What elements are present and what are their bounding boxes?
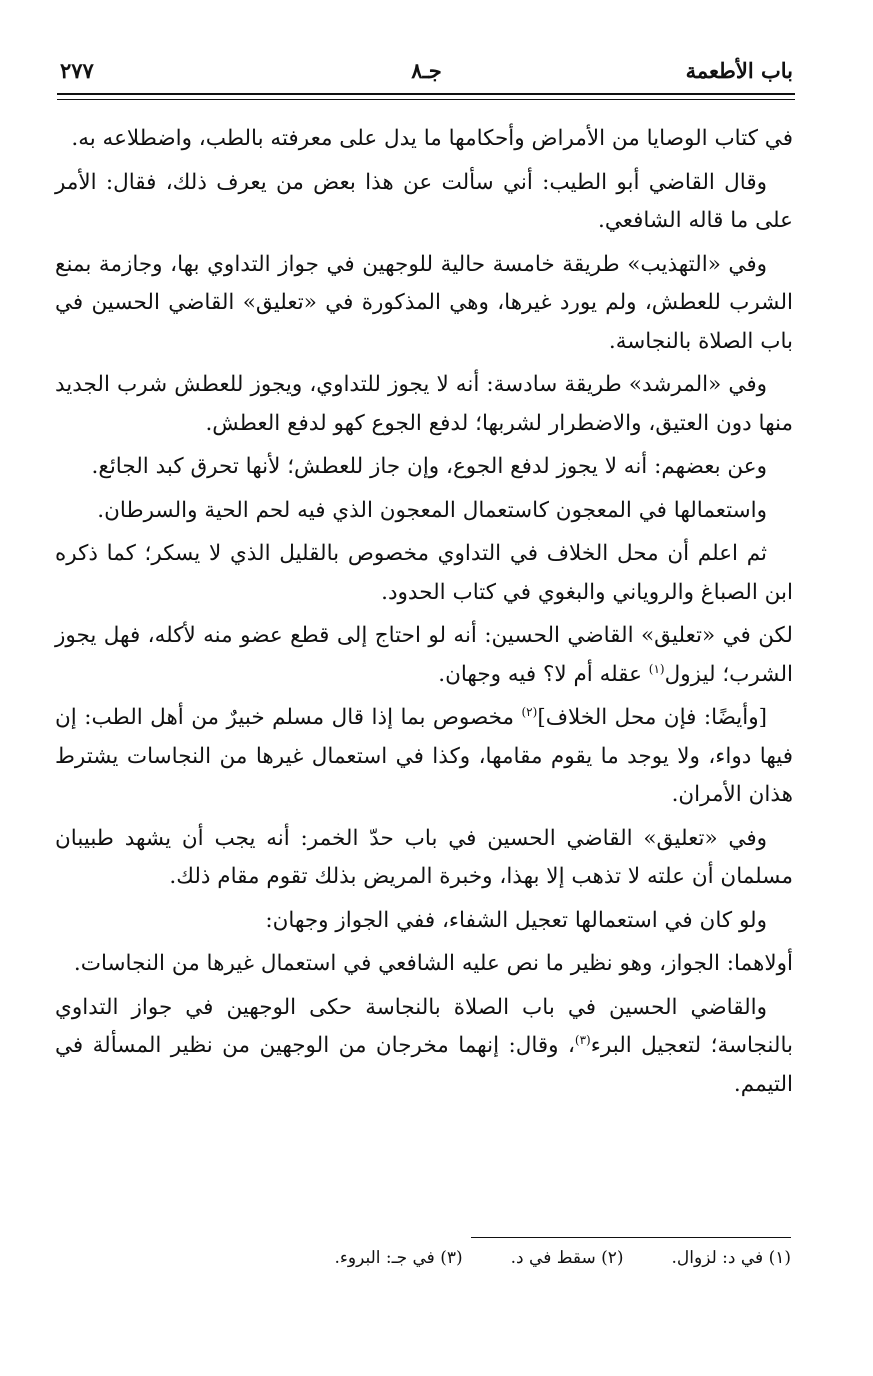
paragraph: وفي «المرشد» طريقة سادسة: أنه لا يجوز للتداوي، ويجوز للعطش شرب الجديد منها دون العتيق، والاضطرار لشربها؛ لدفع الجوع كهو لدفع العطش. bbox=[55, 372, 793, 436]
chapter-title: باب الأطعمة bbox=[685, 58, 793, 83]
paragraph: وعن بعضهم: أنه لا يجوز لدفع الجوع، وإن جاز للعطش؛ لأنها تحرق كبد الجائع. bbox=[91, 454, 767, 479]
footnote-ref: (٣) bbox=[574, 1032, 591, 1047]
paragraph-text: عقله أم لا؟ فيه وجهان. bbox=[438, 661, 649, 687]
page-header bbox=[60, 50, 793, 90]
footnote: (٣) في جـ: البروء. bbox=[334, 1248, 463, 1268]
paragraph-text: والقاضي الحسين في باب الصلاة بالنجاسة حكى الوجهين في جواز التداوي بالنجاسة؛ لتعجيل البرء bbox=[55, 994, 793, 1058]
header-rule-thick bbox=[57, 93, 795, 95]
footnote: (٢) سقط في د. bbox=[510, 1248, 624, 1268]
paragraph: وفي «التهذيب» طريقة خامسة حالية للوجهين في جواز التداوي بها، وجازمة بمنع الشرب للعطش، ولم يورد غيرها، وهي المذكورة في «تعليق» القاضي الحسين في باب الصلاة بالنجاسة. bbox=[55, 251, 793, 354]
page-number: ٢٧٧ bbox=[60, 58, 94, 83]
footnote-ref: (٢) bbox=[521, 704, 538, 719]
body-text bbox=[55, 120, 793, 1109]
footnote-separator bbox=[471, 1237, 791, 1238]
paragraph: ثم اعلم أن محل الخلاف في التداوي مخصوص بالقليل الذي لا يسكر؛ كما ذكره ابن الصباغ والروياني والبغوي في كتاب الحدود. bbox=[55, 541, 793, 605]
footnote-ref: (١) bbox=[648, 661, 665, 676]
paragraph-text: [وأيضًا: فإن محل الخلاف] bbox=[537, 705, 767, 730]
paragraph bbox=[55, 989, 793, 1105]
paragraph-text: لكن في «تعليق» القاضي الحسين: أنه لو احتاج إلى قطع عضو منه لأكله، فهل يجوز الشرب؛ ليزول bbox=[55, 623, 793, 687]
paragraph bbox=[55, 617, 793, 694]
footnote: (١) في د: لزوال. bbox=[671, 1248, 791, 1268]
paragraph-text: ، وقال: إنهما مخرجان من الوجهين من نظير المسألة في التيمم. bbox=[55, 1033, 793, 1097]
footnotes bbox=[150, 1248, 791, 1268]
header-rule-thin bbox=[57, 99, 795, 100]
paragraph: وفي «تعليق» القاضي الحسين في باب حدّ الخمر: أنه يجب أن يشهد طبيبان مسلمان أن علته لا تذهب إلا بهذا، وخبرة المريض بذلك تقوم مقام ذلك. bbox=[55, 825, 793, 889]
paragraph: ولو كان في استعمالها تعجيل الشفاء، ففي الجواز وجهان: bbox=[265, 907, 767, 933]
paragraph: واستعمالها في المعجون كاستعمال المعجون الذي فيه لحم الحية والسرطان. bbox=[97, 497, 767, 523]
paragraph: أولاهما: الجواز، وهو نظير ما نص عليه الشافعي في استعمال غيرها من النجاسات. bbox=[73, 951, 793, 976]
paragraph bbox=[55, 699, 793, 815]
volume-number: جـ٨ bbox=[411, 58, 442, 83]
paragraph: وقال القاضي أبو الطيب: أني سألت عن هذا بعض من يعرف ذلك، فقال: الأمر على ما قاله الشافعي. bbox=[55, 169, 793, 233]
paragraph: في كتاب الوصايا من الأمراض وأحكامها ما يدل على معرفته بالطب، واضطلاعه به. bbox=[71, 126, 793, 151]
paragraph-text: مخصوص بما إذا قال مسلم خبيرٌ من أهل الطب: إن فيها دواء، ولا يوجد ما يقوم مقامها، وكذا في استعمال غيرها من النجاسات يشترط هذان الأمران. bbox=[55, 705, 793, 807]
